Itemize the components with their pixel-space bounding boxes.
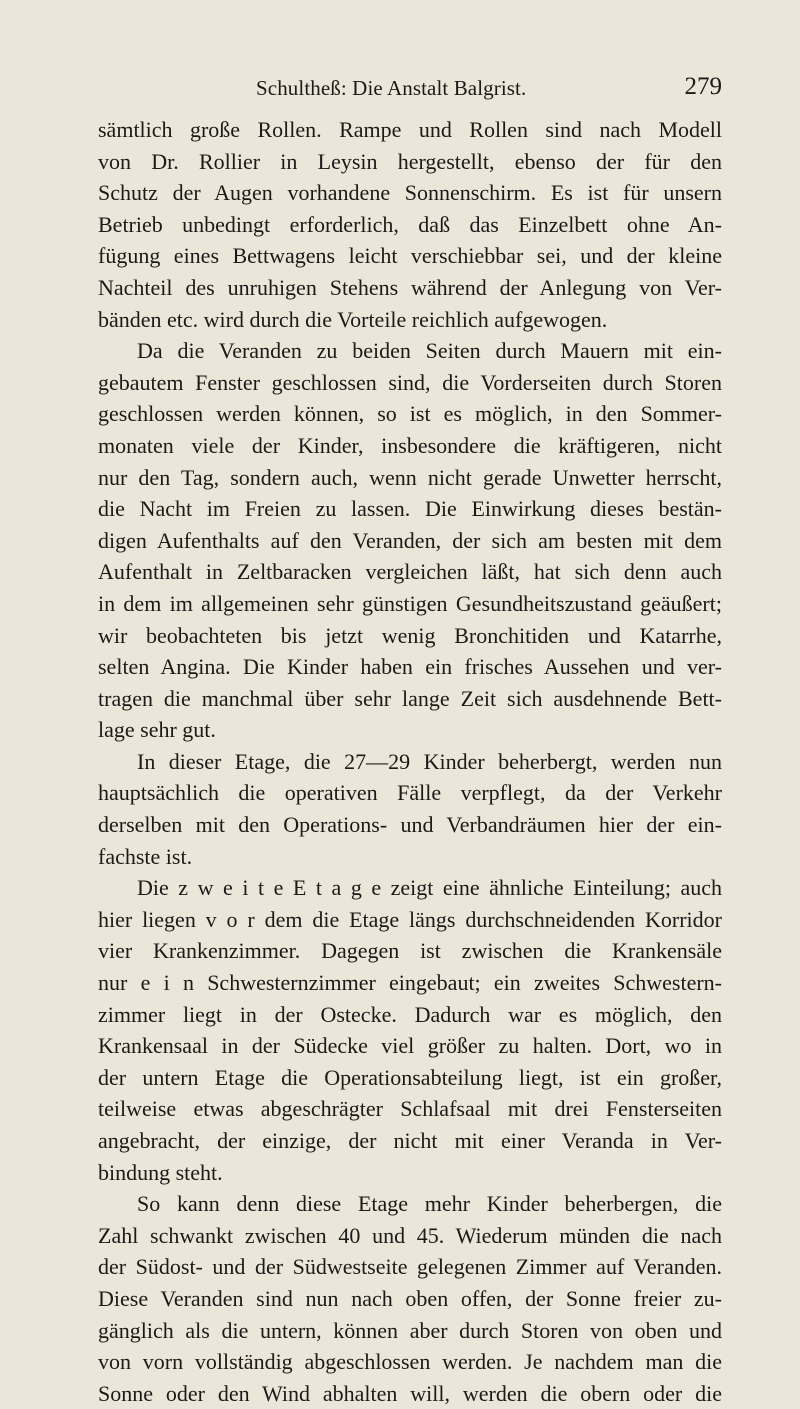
text-line: Aufenthalt in Zeltbaracken vergleichen läßt, hat sich denn auch [98, 559, 722, 585]
text-line: nur e i n Schwesternzimmer eingebaut; ein zweites Schwestern- [98, 970, 722, 996]
text-line: hauptsächlich die operativen Fälle verpflegt, da der Verkehr [98, 780, 722, 806]
text-line: fügung eines Bettwagens leicht verschiebbar sei, und der kleine [98, 243, 722, 269]
text-line: zimmer liegt in der Ostecke. Dadurch war es möglich, den [98, 1001, 722, 1027]
text-line: Da die Veranden zu beiden Seiten durch Mauern mit ein- [137, 338, 722, 364]
text-line: in dem im allgemeinen sehr günstigen Gesundheitszustand geäußert; [98, 590, 722, 616]
text-line: angebracht, der einzige, der nicht mit einer Veranda in Ver- [98, 1128, 722, 1153]
text-line: bänden etc. wird durch die Vorteile reichlich aufgewogen. [98, 306, 608, 332]
text-line: Die z w e i t e E t a g e zeigt eine ähnliche Einteilung; auch [137, 875, 722, 901]
text-line: So kann denn diese Etage mehr Kinder beherbergen, die [137, 1191, 722, 1217]
text-line: Diese Veranden sind nun nach oben offen, der Sonne freier zu- [98, 1285, 722, 1311]
text-line: Sonne oder den Wind abhalten will, werden die obern oder die [98, 1380, 722, 1406]
text-line: In dieser Etage, die 27—29 Kinder beherbergt, werden nun [137, 748, 722, 774]
page-number: 279 [684, 73, 722, 100]
text-line: lage sehr gut. [98, 717, 216, 743]
running-head [98, 73, 722, 106]
text-line: Nachteil des unruhigen Stehens während der Anlegung von Ver- [98, 274, 722, 300]
text-line: der untern Etage die Operationsabteilung liegt, ist ein großer, [98, 1064, 722, 1090]
text-line: digen Aufenthalts auf den Veranden, der sich am besten mit dem [98, 527, 722, 553]
text-line: die Nacht im Freien zu lassen. Die Einwirkung dieses bestän- [98, 496, 722, 522]
text-line: gebautem Fenster geschlossen sind, die Vorderseiten durch Storen [98, 369, 722, 395]
text-line: fachste ist. [98, 843, 193, 869]
text-line: Betrieb unbedingt erforderlich, daß das Einzelbett ohne An- [98, 211, 722, 237]
text-line: Schutz der Augen vorhandene Sonnenschirm. Es ist für unsern [98, 180, 722, 206]
text-line: geschlossen werden können, so ist es möglich, in den Sommer- [98, 401, 722, 427]
text-line: Zahl schwankt zwischen 40 und 45. Wiederum münden die nach [98, 1222, 722, 1248]
text-line: tragen die manchmal über sehr lange Zeit sich ausdehnende Bett- [98, 685, 722, 711]
text-line: von Dr. Rollier in Leysin hergestellt, ebenso der für den [98, 148, 722, 174]
text-line: nur den Tag, sondern auch, wenn nicht gerade Unwetter herrscht, [98, 464, 722, 490]
text-line: selten Angina. Die Kinder haben ein frisches Aussehen und ver- [98, 654, 722, 680]
text-line: der Südost- und der Südwestseite gelegenen Zimmer auf Veranden. [98, 1254, 722, 1280]
text-line: wir beobachteten bis jetzt wenig Bronchitiden und Katarrhe, [98, 622, 722, 648]
text-line: vier Krankenzimmer. Dagegen ist zwischen die Krankensäle [98, 938, 722, 964]
text-line: derselben mit den Operations- und Verbandräumen hier der ein- [98, 812, 722, 838]
text-line: gänglich als die untern, können aber durch Storen von oben und [98, 1317, 722, 1343]
text-line: hier liegen v o r dem die Etage längs durchschneidenden Korridor [98, 906, 722, 932]
text-line: sämtlich große Rollen. Rampe und Rollen sind nach Modell [98, 117, 722, 142]
text-line: Krankensaal in der Südecke viel größer zu halten. Dort, wo in [98, 1033, 722, 1059]
body-text [98, 114, 722, 1409]
text-line: von vorn vollständig abgeschlossen werden. Je nachdem man die [98, 1349, 722, 1375]
text-line: teilweise etwas abgeschrägter Schlafsaal mit drei Fensterseiten [98, 1096, 722, 1122]
text-line: monaten viele der Kinder, insbesondere die kräftigeren, nicht [98, 432, 722, 458]
running-title: Schultheß: Die Anstalt Balgrist. [256, 76, 527, 100]
text-line: bindung steht. [98, 1159, 223, 1185]
